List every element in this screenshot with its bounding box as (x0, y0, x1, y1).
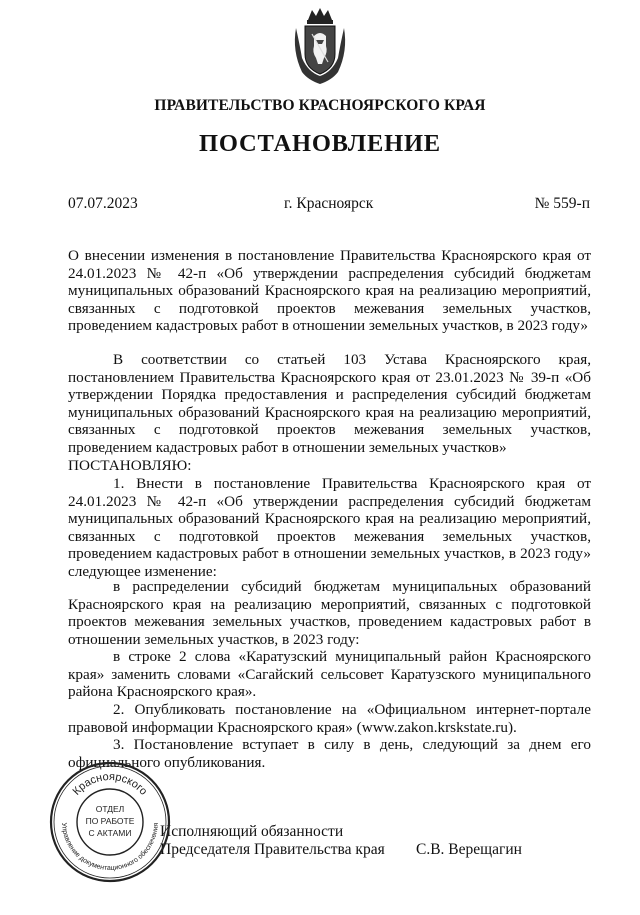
official-stamp (48, 760, 172, 884)
stamp-center-line3: С АКТАМИ (88, 828, 132, 838)
decree-word: ПОСТАНОВЛЯЮ: (68, 457, 192, 474)
item-2-paragraph: 2. Опубликовать постановление на «Официальном интернет-портале правовой информации Красноярского края» (www.zakon.krskstate.ru). (68, 701, 591, 736)
svg-text:Красноярского (71, 771, 150, 798)
coat-of-arms-icon (292, 6, 348, 86)
preamble-paragraph: В соответствии со статьей 103 Устава Красноярского края, постановлением Правительства Красноярского края от 23.01.2023 № 39-п «Об утверждении Порядка предоставления и распределения субсидий бюджетам муниципальных образований Красноярского края на реализацию мероприятий, связанных с подготовкой проектов межевания земельных участков, проведением кадастровых работ в отношении земельных участков» (68, 351, 591, 456)
stamp-center-line2: ПО РАБОТЕ (85, 816, 135, 826)
document-title: ПОСТАНОВЛЕНИЕ (199, 130, 441, 157)
item-1b-paragraph: в строке 2 слова «Каратузский муниципальный район Красноярского края» заменить словами «Сагайский сельсовет Каратузского муниципального района Красноярского края». (68, 648, 591, 701)
document-subject: О внесении изменения в постановление Правительства Красноярского края от 24.01.2023 № 42-п «Об утверждении распределения субсидий бюджетам муниципальных образований Красноярского края на реализацию мероприятий, связанных с подготовкой проектов межевания земельных участков, проведением кадастровых работ в отношении земельных участков, в 2023 году» (68, 247, 591, 335)
document-number: № 559-п (534, 195, 590, 212)
signatory-position-line2: Председателя Правительства края (160, 841, 385, 858)
document-city: г. Красноярск (284, 195, 374, 212)
item-1-paragraph: 1. Внести в постановление Правительства Красноярского края от 24.01.2023 № 42-п «Об утверждении распределения субсидий бюджетам муниципальных образований Красноярского края на реализацию мероприятий, связанных с подготовкой проектов межевания земельных участков, проведением кадастровых работ в отношении земельных участков, в 2023 году» следующее изменение: (68, 475, 591, 580)
government-name: ПРАВИТЕЛЬСТВО КРАСНОЯРСКОГО КРАЯ (154, 97, 486, 114)
stamp-center-line1: ОТДЕЛ (95, 804, 125, 814)
stamp-outer-top-text: Красноярского (70, 770, 150, 798)
item-1a-paragraph: в распределении субсидий бюджетам муниципальных образований Красноярского края на реализацию мероприятий, связанных с подготовкой проектов межевания земельных участков, проведением кадастровых работ в отношении земельных участков, в 2023 году: (68, 578, 591, 648)
signatory-position-line1: Исполняющий обязанности (160, 823, 344, 840)
signatory-name: С.В. Верещагин (416, 841, 522, 858)
stamp-outer-bottom-text: Управление документационного обеспечения (59, 822, 161, 873)
item-3-paragraph: 3. Постановление вступает в силу в день, следующий за днем его официального опубликования. (68, 736, 591, 771)
document-date: 07.07.2023 (68, 195, 138, 212)
